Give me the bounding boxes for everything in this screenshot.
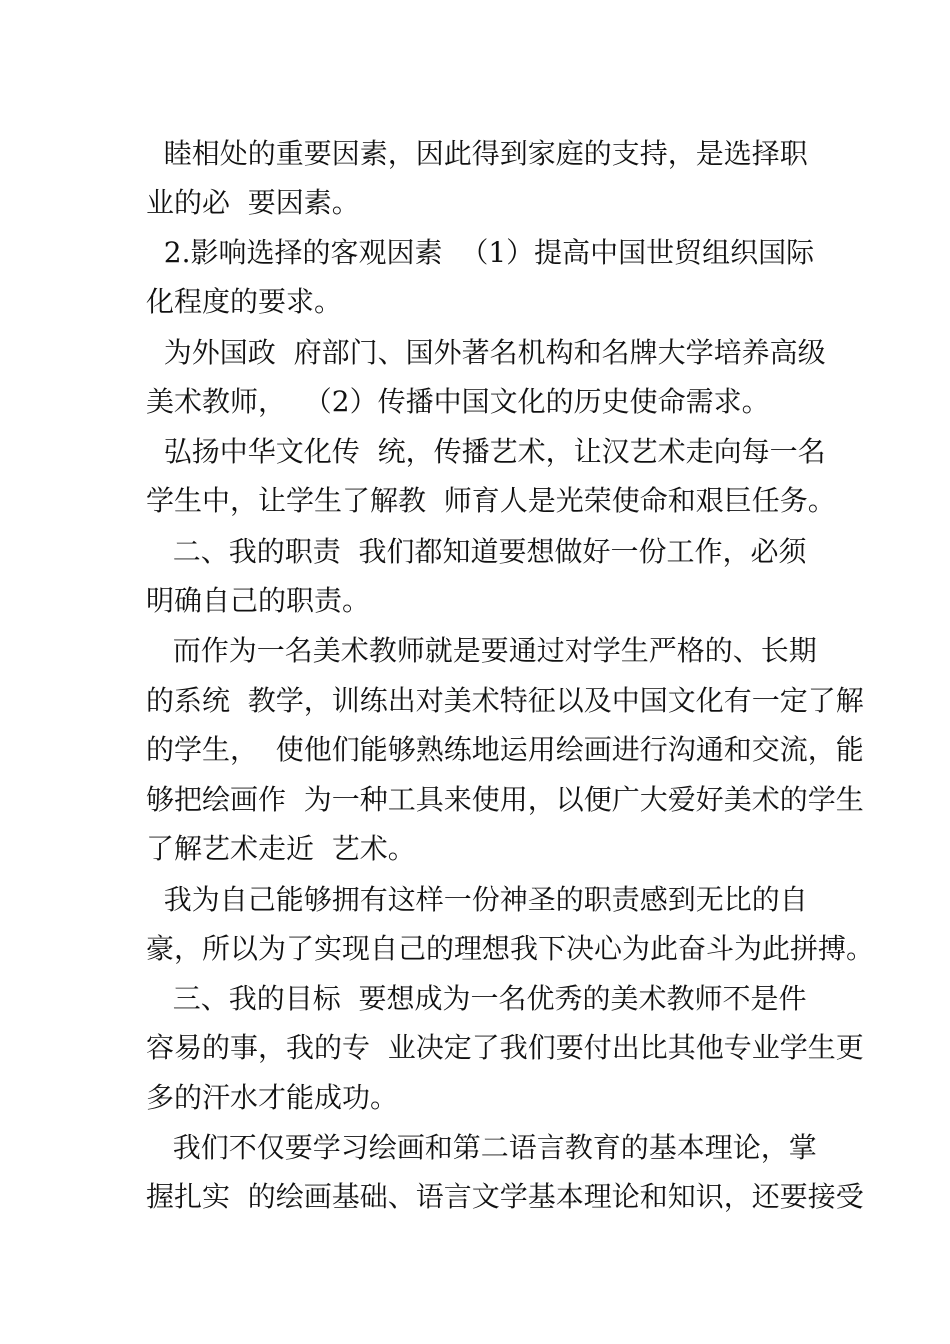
text-line: 容易的事，我的专 业决定了我们要付出比其他专业学生更 xyxy=(146,1031,864,1064)
text-line: 了解艺术走近 艺术。 xyxy=(146,832,416,865)
text-line: 弘扬中华文化传 统，传播艺术，让汉艺术走向每一名 xyxy=(146,435,826,468)
text-line: 为外国政 府部门、国外著名机构和名牌大学培养高级 xyxy=(146,336,826,369)
text-line: 睦相处的重要因素，因此得到家庭的支持，是选择职 xyxy=(146,137,808,170)
text-line: 化程度的要求。 xyxy=(146,285,343,318)
text-line: 业的必 要因素。 xyxy=(146,186,360,219)
text-line: 2.影响选择的客观因素 （1）提高中国世贸组织国际 xyxy=(146,236,815,269)
text-line: 明确自己的职责。 xyxy=(146,584,371,617)
text-line: 而作为一名美术教师就是要通过对学生严格的、长期 xyxy=(146,634,817,667)
text-line: 学生中，让学生了解教 师育人是光荣使命和艰巨任务。 xyxy=(146,484,836,517)
text-line: 二、我的职责 我们都知道要想做好一份工作，必须 xyxy=(146,535,807,568)
text-line: 豪，所以为了实现自己的理想我下决心为此奋斗为此拼搏。 xyxy=(146,932,875,965)
text-line: 的学生， 使他们能够熟练地运用绘画进行沟通和交流，能 xyxy=(146,733,864,766)
text-line: 的系统 教学，训练出对美术特征以及中国文化有一定了解 xyxy=(146,684,864,717)
text-line: 握扎实 的绘画基础、语言文学基本理论和知识，还要接受 xyxy=(146,1180,864,1213)
text-line: 多的汗水才能成功。 xyxy=(146,1081,399,1114)
text-line: 够把绘画作 为一种工具来使用，以便广大爱好美术的学生 xyxy=(146,783,864,816)
text-line: 我为自己能够拥有这样一份神圣的职责感到无比的自 xyxy=(146,883,808,916)
text-line: 我们不仅要学习绘画和第二语言教育的基本理论，掌 xyxy=(146,1131,817,1164)
text-line: 三、我的目标 要想成为一名优秀的美术教师不是件 xyxy=(146,982,807,1015)
text-line: 美术教师， （2）传播中国文化的历史使命需求。 xyxy=(146,385,770,418)
